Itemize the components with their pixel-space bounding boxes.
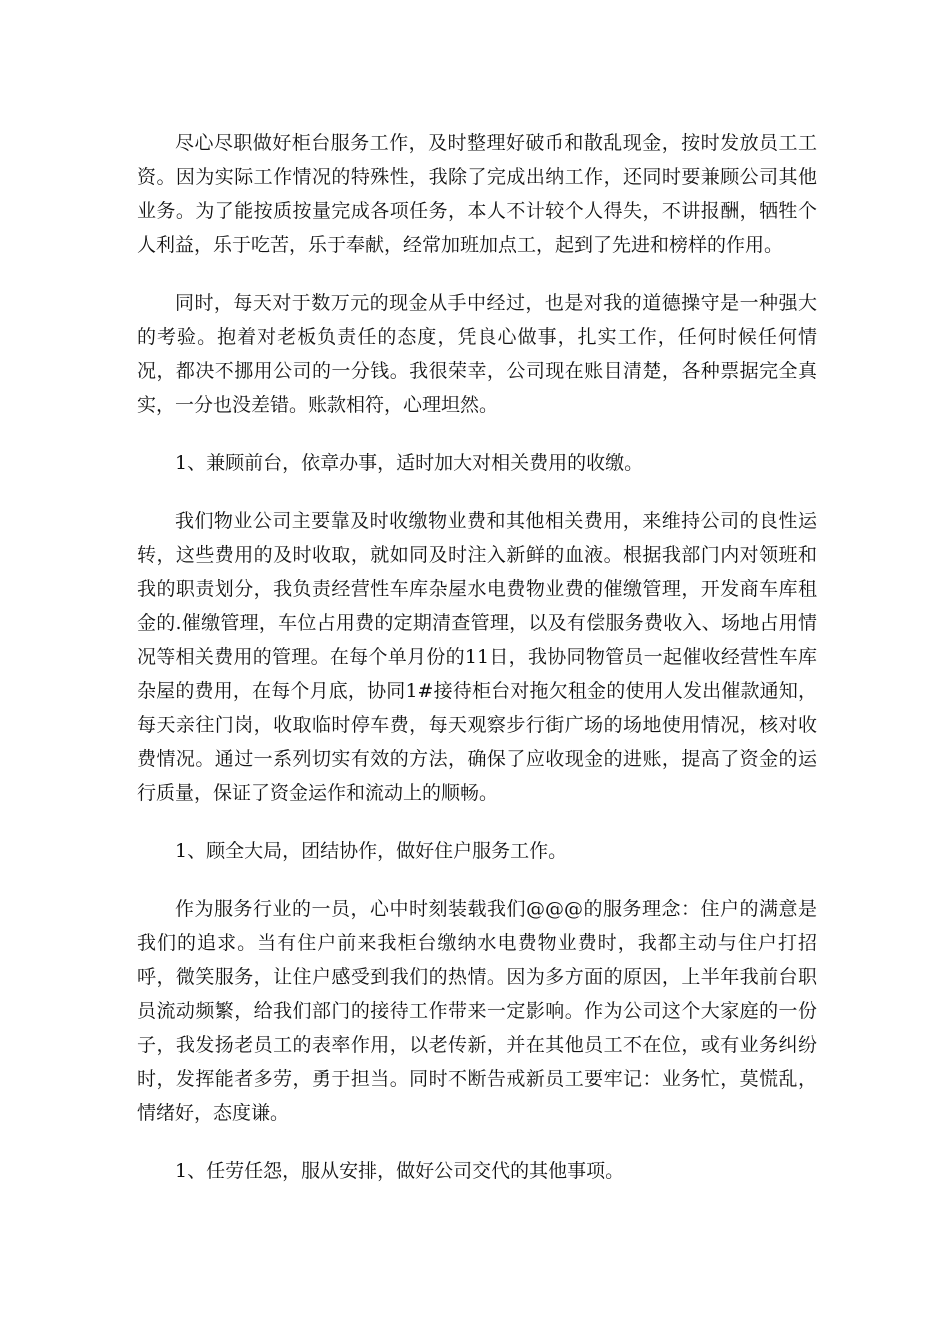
heading-resident-service: 1、顾全大局，团结协作，做好住户服务工作。 [175,840,568,862]
heading-front-desk-fees: 1、兼顾前台，依章办事，适时加大对相关费用的收缴。 [175,452,644,474]
paragraph-counter-service: 尽心尽职做好柜台服务工作，及时整理好破币和散乱现金，按时发放员工工资。因为实际工作情况的特殊性，我除了完成出纳工作，还同时要兼顾公司其他业务。为了能按质按量完成各项任务，本人不计较个人得失，不讲报酬，牺牲个人利益，乐于吃苦，乐于奉献，经常加班加点工，起到了先进和榜样的作用。 [137,132,817,256]
heading-other-tasks: 1、任劳任怨，服从安排，做好公司交代的其他事项。 [175,1160,625,1182]
document-body [137,126,817,1212]
paragraph-cash-integrity: 同时，每天对于数万元的现金从手中经过，也是对我的道德操守是一种强大的考验。抱着对老板负责任的态度，凭良心做事，扎实工作，任何时候任何情况，都决不挪用公司的一分钱。我很荣幸，公司现在账目清楚，各种票据完全真实，一分也没差错。账款相符，心理坦然。 [137,292,817,416]
paragraph-resident-service: 作为服务行业的一员，心中时刻装载我们@@@的服务理念：住户的满意是我们的追求。当有住户前来我柜台缴纳水电费物业费时，我都主动与住户打招呼，微笑服务，让住户感受到我们的热情。因为多方面的原因，上半年我前台职员流动频繁，给我们部门的接待工作带来一定影响。作为公司这个大家庭的一份子，我发扬老员工的表率作用，以老传新，并在其他员工不在位，或有业务纠纷时，发挥能者多劳，勇于担当。同时不断告戒新员工要牢记：业务忙，莫慌乱，情绪好，态度谦。 [137,898,817,1124]
paragraph-fee-collection: 我们物业公司主要靠及时收缴物业费和其他相关费用，来维持公司的良性运转，这些费用的及时收取，就如同及时注入新鲜的血液。根据我部门内对领班和我的职责划分，我负责经营性车库杂屋水电费物业费的催缴管理，开发商车库租金的.催缴管理，车位占用费的定期清查管理，以及有偿服务费收入、场地占用情况等相关费用的管理。在每个单月份的11日，我协同物管员一起催收经营性车库杂屋的费用，在每个月底，协同1#接待柜台对拖欠租金的使用人发出催款通知，每天亲往门岗，收取临时停车费，每天观察步行街广场的场地使用情况，核对收费情况。通过一系列切实有效的方法，确保了应收现金的进账，提高了资金的运行质量，保证了资金运作和流动上的顺畅。 [137,510,817,804]
